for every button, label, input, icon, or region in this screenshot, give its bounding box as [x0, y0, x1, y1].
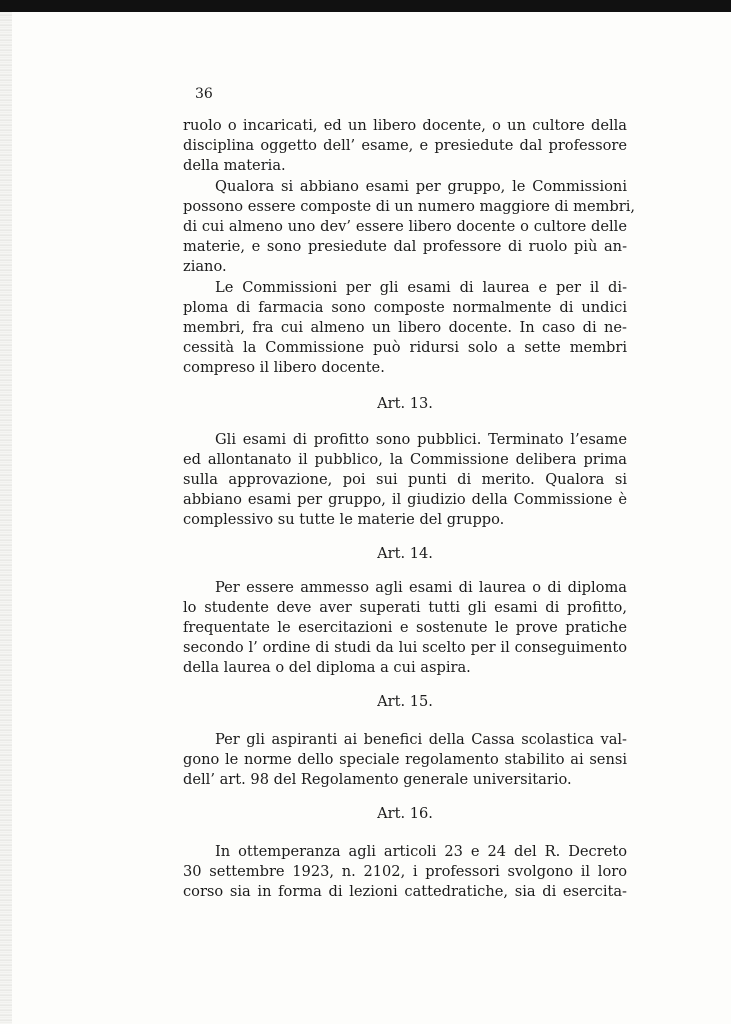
text-line: materie, e sono presiedute dal professore di ruolo più an-: [183, 238, 627, 255]
text-line: cessità la Commissione può ridursi solo a sette membri: [183, 339, 627, 356]
text-line: disciplina oggetto dell’ esame, e presiedute dal professore: [183, 137, 627, 154]
text-line: compreso il libero docente.: [183, 359, 385, 376]
text-line: ed allontanato il pubblico, la Commissione delibera prima: [183, 451, 627, 468]
text-line: lo studente deve aver superati tutti gli esami di profitto,: [183, 599, 627, 616]
text-line: membri, fra cui almeno un libero docente. In caso di ne-: [183, 319, 627, 336]
text-line: dell’ art. 98 del Regolamento generale universitario.: [183, 771, 572, 788]
text-line: complessivo su tutte le materie del gruppo.: [183, 511, 505, 528]
text-line: corso sia in forma di lezioni cattedratiche, sia di esercita-: [183, 883, 627, 900]
text-line: possono essere composte di un numero maggiore di membri,: [183, 198, 636, 215]
article-heading: Art. 14.: [377, 545, 433, 562]
scan-left-edge: [0, 12, 12, 1024]
scan-top-border: [0, 0, 731, 12]
text-line: della laurea o del diploma a cui aspira.: [183, 659, 471, 676]
text-line: della materia.: [183, 157, 286, 174]
article-heading: Art. 15.: [377, 693, 433, 710]
text-line: di cui almeno uno dev’ essere libero docente o cultore delle: [183, 218, 627, 235]
text-line: frequentate le esercitazioni e sostenute le prove pratiche: [183, 619, 627, 636]
text-line: abbiano esami per gruppo, il giudizio della Commissione è: [183, 491, 627, 508]
text-line: ziano.: [183, 258, 227, 275]
text-line: Per gli aspiranti ai benefici della Cassa scolastica val-: [215, 731, 627, 748]
text-line: 30 settembre 1923, n. 2102, i professori svolgono il loro: [183, 863, 627, 880]
text-line: Per essere ammesso agli esami di laurea o di diploma: [215, 579, 627, 596]
text-line: ruolo o incaricati, ed un libero docente, o un cultore della: [183, 117, 627, 134]
text-line: gono le norme dello speciale regolamento stabilito ai sensi: [183, 751, 627, 768]
text-line: secondo l’ ordine di studi da lui scelto per il conseguimento: [183, 639, 627, 656]
text-line: Gli esami di profitto sono pubblici. Terminato l’esame: [215, 431, 627, 448]
text-line: sulla approvazione, poi sui punti di merito. Qualora si: [183, 471, 627, 488]
article-heading: Art. 16.: [377, 805, 433, 822]
text-line: ploma di farmacia sono composte normalmente di undici: [183, 299, 627, 316]
text-line: Qualora si abbiano esami per gruppo, le Commissioni: [215, 178, 627, 195]
text-line: In ottemperanza agli articoli 23 e 24 del R. Decreto: [215, 843, 627, 860]
article-heading: Art. 13.: [377, 395, 433, 412]
page-number: 36: [195, 86, 213, 102]
text-line: Le Commissioni per gli esami di laurea e per il di-: [215, 279, 627, 296]
